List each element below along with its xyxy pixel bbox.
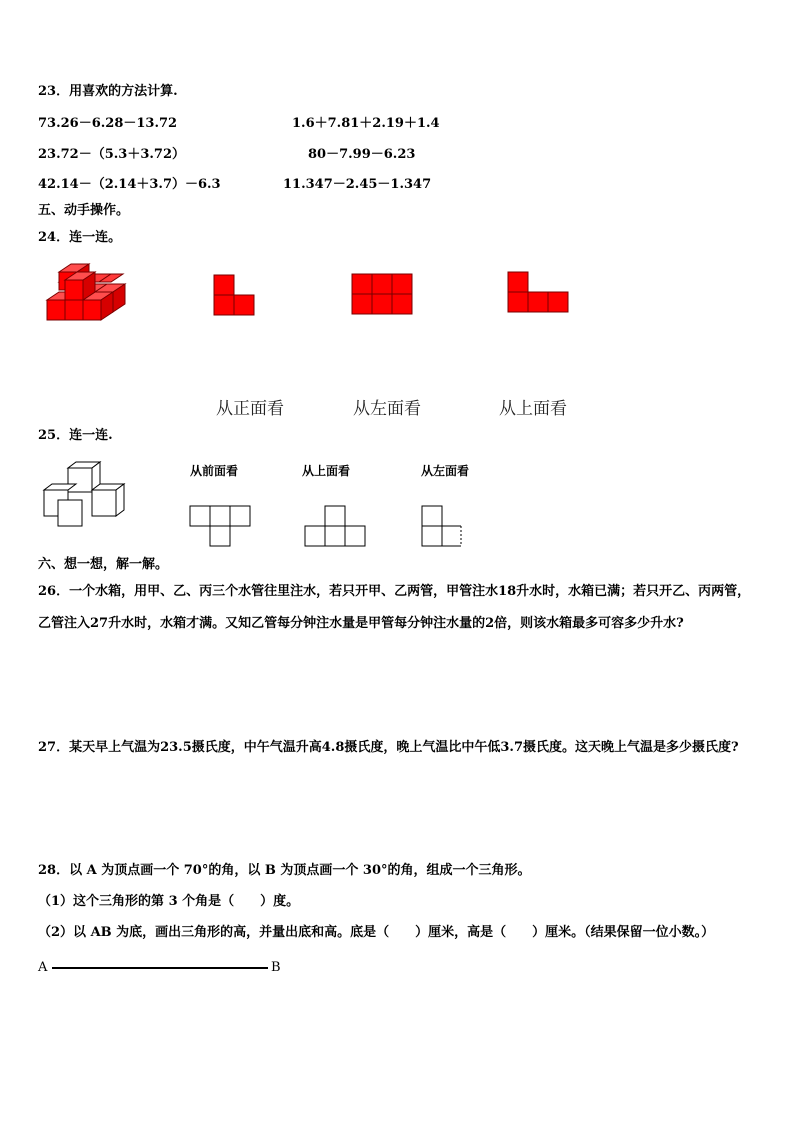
q23-expr-5: 42.14－（2.14＋3.7）－6.3 [38,177,221,192]
q24-label-top: 从上面看 [499,399,567,419]
q28-part-1: （1）这个三角形的第 3 个角是（ ）度。 [38,894,300,909]
q26-text: 26．一个水箱，用甲、乙、丙三个水管往里注水，若只开甲、乙两管，甲管注水18升水时，水箱已满；若只开乙、丙两管，乙管注入27升水时，水箱才满。又知乙管每分钟注水量是甲管每分钟注水量的2倍，则该水箱最多可容多少升水? [38,584,751,631]
q28-segment-ab [52,967,268,969]
q28-point-a: A [38,960,48,975]
q23-title: 23．用喜欢的方法计算. [38,84,178,99]
q23-expr-4: 80－7.99－6.23 [308,147,416,162]
q25-view-shape-side [421,505,463,547]
q23-expr-6: 11.347－2.45－1.347 [283,177,432,192]
q25-view-shape-t [189,505,251,547]
q23-expr-3: 23.72－（5.3＋3.72） [38,147,185,162]
q24-label-front: 从正面看 [216,399,284,419]
q24-view-shape-l [213,274,255,316]
section-5-heading: 五、动手操作。 [38,203,130,218]
q27-text: 27．某天早上气温为23.5摄氏度，中午气温升高4.8摄氏度，晚上气温比中午低3.7摄氏度。这天晚上气温是多少摄氏度? [38,740,739,755]
q25-label-left: 从左面看 [421,464,470,478]
q25-label-top: 从上面看 [302,464,351,478]
section-6-heading: 六、想一想，解一解。 [38,557,169,572]
q24-label-left: 从左面看 [353,399,421,419]
q24-view-shape-grid [351,273,413,315]
q28-title: 28．以 A 为顶点画一个 70°的角，以 B 为顶点画一个 30°的角，组成一个三角形。 [38,863,531,878]
q25-label-front: 从前面看 [190,464,239,478]
q25-view-shape-inverted-t [304,505,366,547]
q23-expr-2: 1.6＋7.81＋2.19＋1.4 [292,116,440,131]
q28-point-b: B [271,960,281,975]
q28-part-2: （2）以 AB 为底，画出三角形的高，并量出底和高。底是（ ）厘米，高是（ ）厘米。（结果保留一位小数。） [38,925,715,940]
q25-title: 25．连一连. [38,428,113,443]
q24-title: 24．连一连。 [38,230,122,245]
q25-3d-figure [44,460,136,528]
q23-expr-1: 73.26－6.28－13.72 [38,116,178,131]
q24-view-shape-long-l [507,271,569,313]
q24-3d-cube-figure [45,262,125,324]
